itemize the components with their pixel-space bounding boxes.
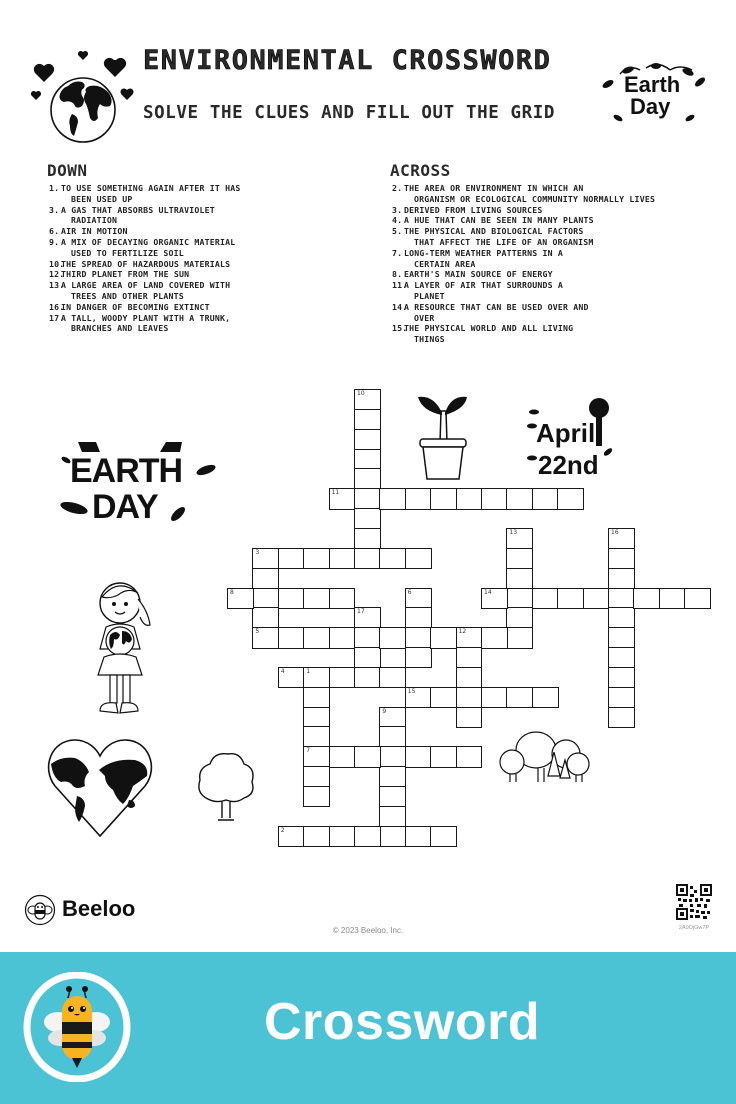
crossword-cell[interactable]	[354, 528, 381, 549]
potted-plant-illustration	[416, 393, 470, 485]
crossword-banner	[0, 952, 736, 1104]
crossword-cell[interactable]	[379, 488, 406, 509]
clue-number: 10.	[49, 258, 65, 269]
clue-text-continuation: RADIATION	[71, 215, 118, 226]
crossword-cell[interactable]	[506, 548, 533, 569]
clue-number: 6.	[49, 226, 60, 237]
crossword-cell[interactable]	[252, 568, 279, 589]
clue-text-continuation: TREES AND OTHER PLANTS	[71, 290, 184, 301]
crossword-cell[interactable]	[354, 607, 381, 628]
crossword-cell[interactable]	[430, 826, 457, 847]
forest-illustration	[498, 728, 592, 784]
clue-item	[390, 302, 660, 324]
clue-number: 8.	[392, 269, 403, 280]
crossword-cell[interactable]	[659, 588, 686, 609]
crossword-cell[interactable]	[303, 786, 330, 807]
crossword-cell[interactable]	[456, 746, 483, 767]
crossword-cell[interactable]	[252, 548, 279, 569]
crossword-cell[interactable]	[303, 707, 330, 728]
globe-hearts-illustration	[28, 44, 138, 144]
clue-number: 9.	[49, 236, 60, 247]
crossword-cell[interactable]	[303, 826, 330, 847]
clue-number-label: 12	[458, 628, 467, 636]
clue-text-continuation: BRANCHES AND LEAVES	[71, 323, 169, 334]
girl-holding-earth-illustration	[90, 575, 162, 723]
crossword-cell[interactable]	[684, 588, 711, 609]
crossword-cell[interactable]	[633, 588, 660, 609]
crossword-cell[interactable]	[379, 786, 406, 807]
crossword-cell[interactable]	[329, 627, 356, 648]
clue-text: A TALL, WOODY PLANT WITH A TRUNK, BRANCHES AND LEAVES	[61, 313, 287, 335]
crossword-cell[interactable]	[227, 588, 254, 609]
heart-world-map-illustration	[47, 734, 153, 840]
crossword-cell[interactable]	[329, 548, 356, 569]
clue-number: 2.	[392, 183, 403, 193]
qr-code-label: 2A0OjGw7P	[678, 925, 710, 931]
crossword-cell[interactable]	[252, 627, 279, 648]
crossword-cell[interactable]	[303, 667, 330, 688]
clue-text-continuation: PLANET	[414, 290, 445, 301]
clue-number-label: 13	[509, 528, 518, 536]
clue-text: A MIX OF DECAYING ORGANIC MATERIAL USED TO FERTILIZE SOIL	[61, 237, 287, 259]
crossword-cell[interactable]	[354, 667, 381, 688]
page-title: ENVIRONMENTAL CROSSWORD	[143, 45, 552, 76]
date-label: 22nd	[538, 450, 599, 480]
clue-number: 7.	[392, 247, 403, 258]
crossword-cell[interactable]	[278, 588, 305, 609]
clue-text: DERIVED FROM LIVING SOURCES	[404, 204, 543, 215]
crossword-cell[interactable]	[354, 508, 381, 529]
clue-number-label: 6	[407, 588, 412, 596]
forest-icon	[498, 728, 592, 784]
crossword-cell[interactable]	[379, 667, 406, 688]
crossword-cell[interactable]	[405, 588, 432, 609]
crossword-cell[interactable]	[405, 488, 432, 509]
crossword-cell[interactable]	[608, 528, 635, 549]
crossword-cell[interactable]	[303, 588, 330, 609]
crossword-cell[interactable]	[278, 627, 305, 648]
crossword-cell[interactable]	[379, 746, 406, 767]
clue-text: THE PHYSICAL WORLD AND ALL LIVING THINGS	[404, 323, 660, 345]
clue-number: 16.	[49, 301, 65, 312]
earth-day-logo-line2: Day	[630, 94, 671, 119]
crossword-cell[interactable]	[608, 687, 635, 708]
crossword-cell[interactable]	[354, 627, 381, 648]
clue-text: EARTH'S MAIN SOURCE OF ENERGY	[404, 269, 553, 280]
clue-item	[47, 269, 287, 280]
clue-item	[47, 183, 287, 205]
clue-number-label: 10	[357, 390, 365, 397]
clue-text: THE AREA OR ENVIRONMENT IN WHICH AN ORGANISM OR ECOLOGICAL COMMUNITY NORMALLY LIVES	[404, 183, 660, 205]
clue-text-continuation: OVER	[414, 312, 435, 323]
crossword-cell[interactable]	[379, 826, 406, 847]
crossword-cell[interactable]	[608, 667, 635, 688]
across-clue-list	[390, 183, 660, 345]
crossword-cell[interactable]	[252, 607, 279, 628]
crossword-cell[interactable]	[481, 488, 508, 509]
crossword-cell[interactable]	[506, 568, 533, 589]
crossword-cell[interactable]	[379, 548, 406, 569]
beeloo-logo-icon	[24, 894, 56, 926]
crossword-cell[interactable]	[405, 548, 432, 569]
clue-item	[390, 226, 660, 248]
globe-icon	[28, 44, 138, 144]
across-clues	[390, 161, 660, 345]
clue-item	[47, 226, 287, 237]
clue-text: TO USE SOMETHING AGAIN AFTER IT HAS BEEN USED UP	[61, 183, 287, 205]
clue-item	[47, 280, 287, 302]
clue-number-label: 14	[484, 588, 492, 596]
clue-number-label: 15	[407, 687, 416, 695]
crossword-cell[interactable]	[354, 389, 381, 410]
earth-day-badge-line1: EARTH	[70, 452, 183, 490]
clue-number-label: 16	[611, 528, 619, 536]
crossword-cell[interactable]	[405, 826, 432, 847]
crossword-cell[interactable]	[252, 588, 279, 609]
crossword-cell[interactable]	[278, 548, 305, 569]
crossword-cell[interactable]	[303, 627, 330, 648]
clue-number: 4.	[392, 215, 403, 226]
banner-title: Crossword	[264, 993, 541, 1051]
crossword-cell[interactable]	[303, 766, 330, 787]
clue-number: 5.	[392, 226, 403, 237]
clue-text: AIR IN MOTION	[61, 226, 128, 237]
crossword-cell[interactable]	[583, 588, 610, 609]
clue-item	[47, 259, 287, 270]
clue-number-label: 3	[255, 548, 260, 556]
clue-text-continuation: CERTAIN AREA	[414, 258, 476, 269]
crossword-cell[interactable]	[329, 746, 356, 767]
earth-day-logo	[600, 60, 706, 130]
clue-text: THIRD PLANET FROM THE SUN	[61, 269, 190, 280]
crossword-cell[interactable]	[354, 548, 381, 569]
crossword-cell[interactable]	[354, 746, 381, 767]
clue-number: 3.	[392, 204, 403, 215]
clue-item	[390, 183, 660, 205]
crossword-cell[interactable]	[303, 687, 330, 708]
crossword-cell[interactable]	[456, 667, 483, 688]
crossword-cell[interactable]	[456, 707, 483, 728]
crossword-cell[interactable]	[354, 429, 381, 450]
page-subtitle: SOLVE THE CLUES AND FILL OUT THE GRID	[143, 103, 556, 123]
clue-number-label: 8	[230, 588, 234, 596]
crossword-cell[interactable]	[532, 488, 559, 509]
clue-item	[390, 215, 660, 226]
crossword-cell[interactable]	[456, 687, 483, 708]
crossword-cell[interactable]	[430, 687, 457, 708]
qr-code-icon	[676, 884, 712, 920]
crossword-cell[interactable]	[354, 826, 381, 847]
clue-number: 15.	[392, 323, 408, 334]
crossword-cell[interactable]	[329, 826, 356, 847]
crossword-cell[interactable]	[379, 806, 406, 827]
crossword-cell[interactable]	[506, 627, 533, 648]
crossword-cell[interactable]	[405, 607, 432, 628]
clue-text: A GAS THAT ABSORBS ULTRAVIOLET RADIATION	[61, 205, 287, 227]
earth-day-logo-line1: Earth	[624, 72, 681, 97]
crossword-cell[interactable]	[608, 627, 635, 648]
crossword-cell[interactable]	[379, 627, 406, 648]
qr-code[interactable]	[676, 884, 712, 920]
crossword-cell[interactable]	[506, 488, 533, 509]
clue-text-continuation: THAT AFFECT THE LIFE OF AN ORGANISM	[414, 236, 594, 247]
clue-text-continuation: THINGS	[414, 334, 445, 345]
down-clues	[47, 161, 287, 334]
clue-number: 13.	[49, 280, 65, 291]
bee-icon	[24, 894, 56, 926]
clue-number: 14.	[392, 301, 408, 312]
clue-item	[47, 313, 287, 335]
crossword-cell[interactable]	[379, 707, 406, 728]
crossword-cell[interactable]	[278, 667, 305, 688]
clue-text: A RESOURCE THAT CAN BE USED OVER AND OVER	[404, 302, 660, 324]
crossword-cell[interactable]	[430, 627, 457, 648]
plant-icon	[416, 393, 470, 485]
clue-number: 17.	[49, 312, 65, 323]
clue-text: THE SPREAD OF HAZARDOUS MATERIALS	[61, 258, 231, 269]
crossword-cell[interactable]	[379, 726, 406, 747]
clue-number-label: 4	[280, 667, 285, 675]
clue-number-label: 17	[357, 608, 365, 616]
clue-item	[390, 280, 660, 302]
clue-item	[47, 237, 287, 259]
clue-text: IN DANGER OF BECOMING EXTINCT	[61, 301, 210, 312]
crossword-cell[interactable]	[354, 409, 381, 430]
crossword-cell[interactable]	[557, 588, 584, 609]
crossword-cell[interactable]	[405, 627, 432, 648]
bee-mascot-badge	[22, 972, 132, 1082]
crossword-cell[interactable]	[354, 468, 381, 489]
clue-text: LONG-TERM WEATHER PATTERNS IN A CERTAIN AREA	[404, 248, 660, 270]
clue-item	[47, 205, 287, 227]
clue-text: A LAYER OF AIR THAT SURROUNDS A PLANET	[404, 280, 660, 302]
crossword-cell[interactable]	[608, 588, 635, 609]
april-22-badge	[526, 398, 626, 484]
bee-mascot-icon	[22, 972, 132, 1082]
crossword-cell[interactable]	[278, 826, 305, 847]
beeloo-brand-name: Beeloo	[62, 896, 136, 921]
girl-icon	[90, 575, 162, 723]
crossword-cell[interactable]	[329, 588, 356, 609]
crossword-cell[interactable]	[456, 488, 483, 509]
crossword-cell[interactable]	[481, 588, 508, 609]
crossword-cell[interactable]	[430, 488, 457, 509]
clue-item	[390, 269, 660, 280]
clue-text-continuation: USED TO FERTILIZE SOIL	[71, 247, 184, 258]
across-heading: ACROSS	[390, 161, 451, 180]
crossword-cell[interactable]	[405, 687, 432, 708]
crossword-cell[interactable]	[354, 488, 381, 509]
crossword-cell[interactable]	[608, 607, 635, 628]
clue-item	[390, 248, 660, 270]
crossword-cell[interactable]	[557, 488, 584, 509]
crossword-cell[interactable]	[303, 746, 330, 767]
crossword-cell[interactable]	[379, 766, 406, 787]
tree-icon	[196, 752, 256, 824]
crossword-cell[interactable]	[506, 528, 533, 549]
crossword-cell[interactable]	[456, 647, 483, 668]
crossword-cell[interactable]	[532, 588, 559, 609]
clue-number-label: 2	[280, 826, 285, 834]
crossword-cell[interactable]	[430, 746, 457, 767]
crossword-cell[interactable]	[481, 687, 508, 708]
clue-number: 11.	[392, 280, 408, 291]
crossword-cell[interactable]	[405, 746, 432, 767]
clue-text: A LARGE AREA OF LAND COVERED WITH TREES AND OTHER PLANTS	[61, 280, 287, 302]
crossword-cell[interactable]	[354, 647, 381, 668]
heart-globe-icon	[47, 734, 153, 840]
clue-number: 3.	[49, 204, 60, 215]
crossword-cell[interactable]	[506, 687, 533, 708]
crossword-cell[interactable]	[481, 627, 508, 648]
down-clue-list	[47, 183, 287, 334]
crossword-cell[interactable]	[329, 667, 356, 688]
down-heading: DOWN	[47, 161, 88, 180]
clue-text: THE PHYSICAL AND BIOLOGICAL FACTORS THAT AFFECT THE LIFE OF AN ORGANISM	[404, 226, 660, 248]
crossword-cell[interactable]	[303, 548, 330, 569]
crossword-cell[interactable]	[303, 726, 330, 747]
clue-number-label: 11	[331, 489, 340, 497]
crossword-cell[interactable]	[405, 647, 432, 668]
crossword-cell[interactable]	[506, 588, 533, 609]
crossword-cell[interactable]	[608, 568, 635, 589]
clue-number: 12.	[49, 269, 65, 280]
clue-number-label: 7	[306, 747, 311, 755]
april-label: April	[536, 418, 596, 448]
crossword-cell[interactable]	[506, 607, 533, 628]
clue-text-continuation: BEEN USED UP	[71, 193, 133, 204]
crossword-cell[interactable]	[329, 488, 356, 509]
crossword-cell[interactable]	[354, 449, 381, 470]
earth-day-badge	[58, 440, 218, 530]
clue-item	[390, 323, 660, 345]
tree-illustration	[196, 752, 256, 824]
clue-number-label: 1	[306, 667, 311, 675]
crossword-cell[interactable]	[532, 687, 559, 708]
clue-number-label: 5	[255, 628, 260, 636]
earth-day-badge-line2: DAY	[92, 488, 158, 526]
crossword-cell[interactable]	[608, 548, 635, 569]
clue-number-label: 9	[382, 707, 387, 715]
crossword-cell[interactable]	[608, 707, 635, 728]
clue-number: 1.	[49, 183, 60, 193]
copyright-text: © 2023 Beeloo, Inc.	[332, 926, 404, 935]
clue-text: A HUE THAT CAN BE SEEN IN MANY PLANTS	[404, 215, 594, 226]
clue-item	[47, 302, 287, 313]
crossword-cell[interactable]	[456, 627, 483, 648]
clue-text-continuation: ORGANISM OR ECOLOGICAL COMMUNITY NORMALLY LIVES	[414, 193, 656, 204]
crossword-cell[interactable]	[608, 647, 635, 668]
clue-item	[390, 205, 660, 216]
